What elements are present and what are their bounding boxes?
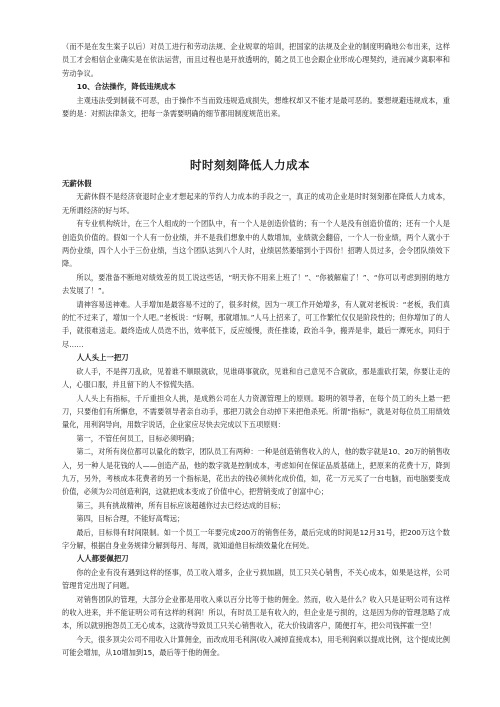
paragraph: 第二，对所有岗位都可以量化的数字，团队员工有两种：一种是创造销售收入的人，他的数字就是10、20万的销售收入，另一种人是花钱的人——创造产品，他的数字就是控制成本，考虑如何在保证品质基础上，把原来的花费十万，降到九万，另外，考核成本花费者的另一个指标是，花出去的钱必须转化成价值，如，花一万元买了一台电脑，而电脑要变成价值，必须为公司创造利润，这就把成本变成了价值中心，把营销变成了创富中心； (62, 447, 450, 497)
subheading-unpaid-leave: 无薪休假 (62, 179, 92, 188)
paragraph: 人人头上有指标，千斤重担众人挑，是成熟公司在人力资源管理上的原则。聪明的领导者，在每个员工的头上悬一把刀，只要他们有所懈怠，不需要领导者亲自动手，那把刀就会自动掉下来把他杀死。所谓“指标”，就是对每位员工用绩效量化，用利润导向，用数字说话，企业家应尽快去完成以下五项原则： (62, 393, 450, 430)
paragraph: 所以，要准备不断地对绩效差的员工说这些话，“明天你不用来上班了！”、“你被解雇了！”、“你可以考虑到别的地方去发展了！”。 (62, 272, 450, 296)
paragraph: 砍人手，不是挥刀乱砍，见着谁不顺眼就砍，见谁碍事就砍，见谁和自己意见不合就砍，那是滥砍打架，你要让走的人，心服口服，并且留下的人不惊慌失措。 (62, 366, 450, 390)
paragraph: 请神容易送神难。人手增加是最容易不过的了，很多时候，因为一项工作开始增多，有人就对老板说：“老板，我们真的忙不过来了，增加一个人吧。”老板说：“好啊，那就增加。”人马上招来了，可工作繁忙仅仅是阶段性的；但你增加了的人手，就很难送走。最终造成人员迭不出，效率低下，反应缓慢，责任推诿，政治斗争，搬弄是非，最后一潭死水，同归于尽…… (62, 299, 450, 349)
paragraph: 有专业机构统计，在三个人组成的一个团队中，有一个人是创造价值的；有一个人是没有创造价值的；还有一个人是创造负价值的。假如一个人有一份业绩，并不是我们想象中的人数增加，业绩就会翻倍，一个人一份业绩，两个人就小于两份业绩，四个人小于三份业绩，当这个团队达到八个人时，业绩居然萎缩到小于四份！招聘人员过多，会令团队绩效下降。 (62, 219, 450, 269)
subheading-everyone-carries-knife: 人人都要佩把刀 (76, 554, 129, 564)
section-heading-10: 10、合法操作，降低违规成本 (76, 82, 176, 92)
article-body (62, 177, 450, 660)
subheading-knife-over-head: 人人头上一把刀 (76, 353, 129, 363)
paragraph: 第一，不管任何员工，目标必须明确； (76, 433, 199, 443)
paragraph: 最后，目标得有时间限制。如一个员工一年要完成200万的销售任务，最后完成的时间是12月31号，把200万这个数字分解，根据自身业务规律分解到每月、每周，就知道他目标绩效量化在何处。 (62, 527, 450, 550)
paragraph: 第四，目标合理，不能好高骛远； (76, 514, 185, 524)
paragraph: 对销售团队的管理，大部分企业都是用收入乘以百分比等于他的佣金。然而，收入是什么？收入只是证明公司有这样的收入进来，并不能证明公司有这样的利润！所以，有时员工是有收入的，但企业是亏损的，这是因为你的管理忽略了成本，所以就别抱怨员工无心成本，这就待导致员工只关心销售收入，花大价钱请客户，随便打车，把公司钱挥霍一空！ (62, 594, 450, 631)
paragraph: 你的企业有没有遇到这样的怪事，员工收入增多，企业亏损加剧，员工只关心销售，不关心成本，如果是这样，公司管理肯定出现了问题。 (62, 567, 450, 591)
article-title: 时时刻刻降低人力成本 (190, 158, 310, 172)
top-section (62, 40, 450, 120)
top-paragraph-2: 主观违法受到制裁不可恶，由于操作不当而致违规造成损失，想维权却又不能才是最可恶的。要想规避违规成本，重要的是：对照法律条文，把每一条需要明确的细节都用制度规范出来。 (62, 95, 450, 119)
paragraph: 无薪休假不是经济衰退时企业才想起来的节约人力成本的手段之一，真正的成功企业是时时刻刻都在降低人力成本，无所谓经济的好与坏。 (62, 192, 450, 215)
paragraph: 第三，具有挑战精神，所有目标应该超越你过去已经达成的目标； (76, 500, 285, 510)
top-paragraph-1: （而不是在发生案子以后）对员工进行和劳动法规、企业规章的培训，把国家的法规及企业的制度明确地公布出来，这样员工才会相信企业确实是在依法运营，而且过程也是开放透明的，随之员工也会跟企业形成心理契约，进而减少离职率和劳动争议。 (62, 42, 450, 78)
paragraph: 今天，很多顶尖公司不用收入计算佣金，而改成用毛利润(收入减掉直接成本)，用毛利润乘以提成比例，这个提成比例可能会增加，从10增加到15，最后等于他的佣金。 (62, 634, 450, 658)
